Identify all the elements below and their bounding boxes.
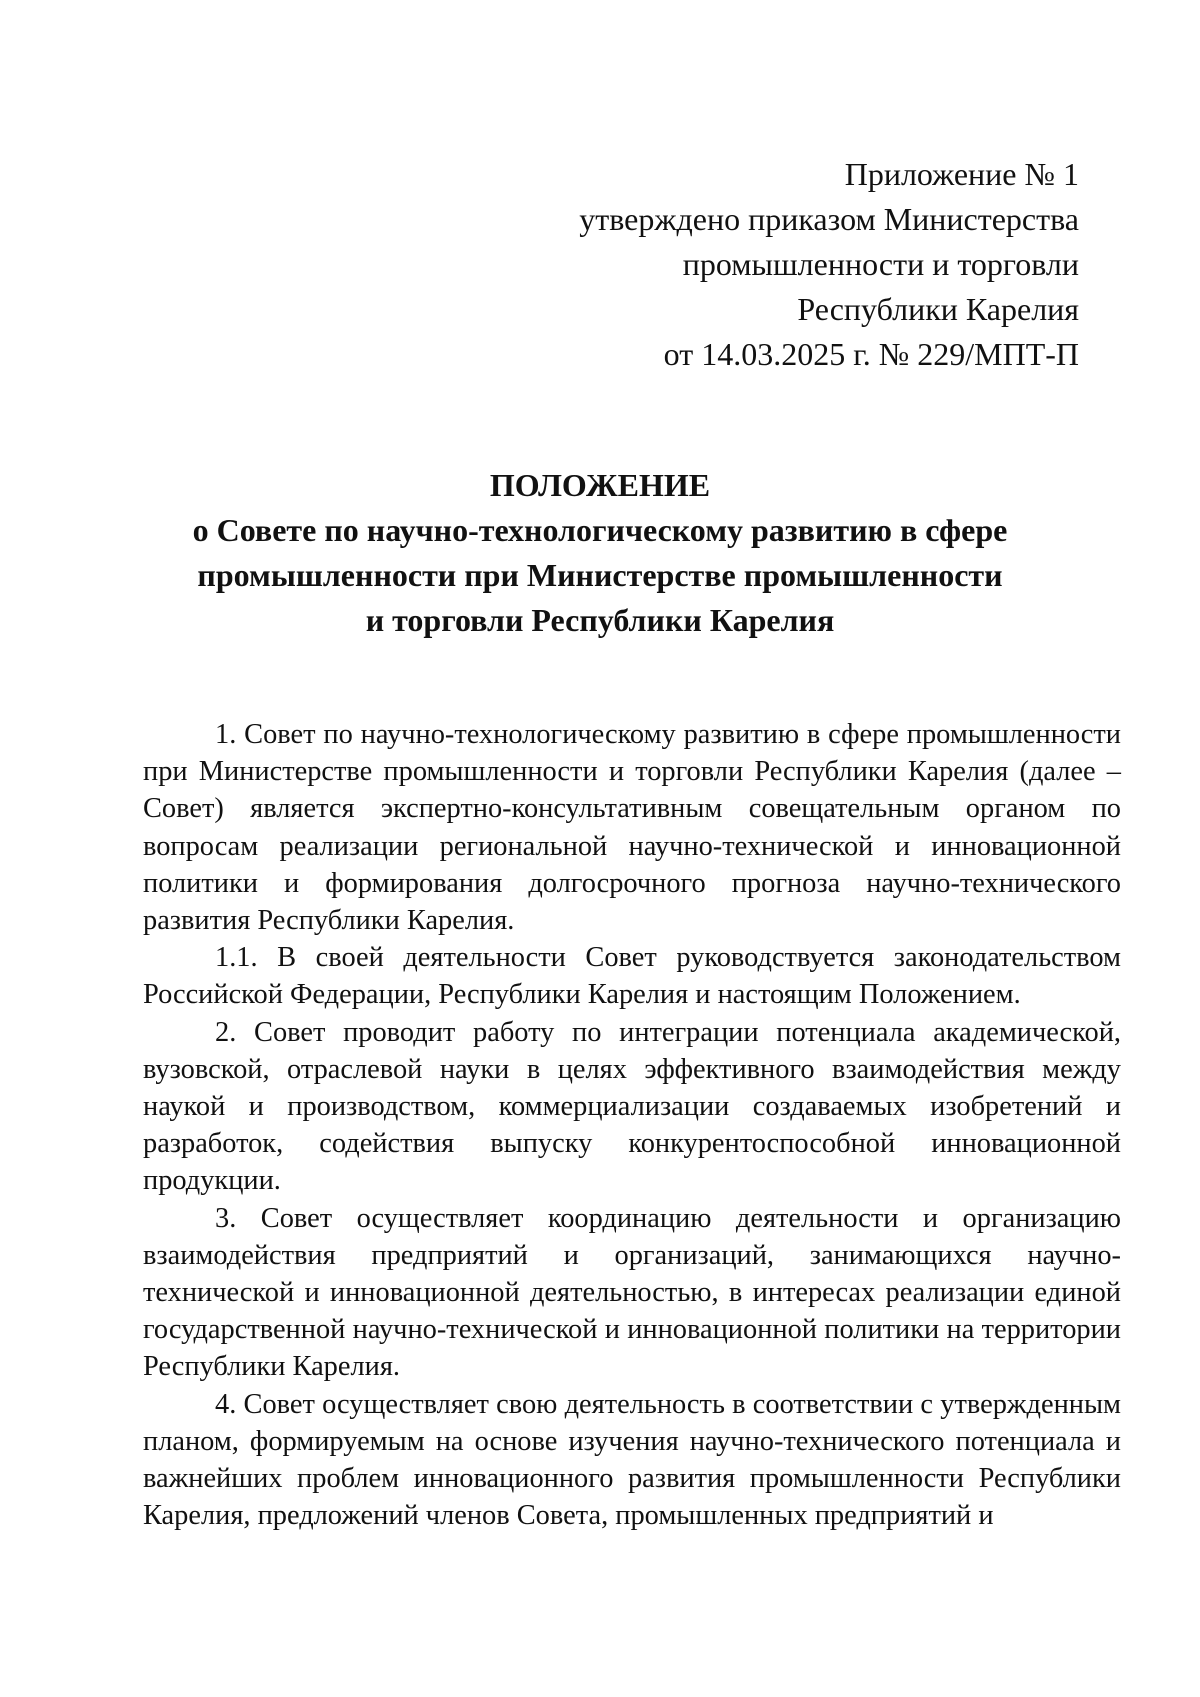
annex-line: от 14.03.2025 г. № 229/МПТ-П <box>663 336 1079 372</box>
paragraph-3: 3. Совет осуществляет координацию деятельности и организацию взаимодействия предприятий и организаций, занимающихся научно-технической и инновационной деятельностью, в интересах реализации единой государственной научно-технической и инновационной политики на территории Республики Карелия. <box>143 1202 1121 1383</box>
annex-line: Республики Карелия <box>797 291 1079 327</box>
document-heading <box>140 463 1060 643</box>
document-subtitle-line: и торговли Республики Карелия <box>365 602 835 638</box>
document-subtitle-line: промышленности при Министерстве промышленности <box>197 557 1003 593</box>
document-body <box>143 716 1121 1534</box>
annex-approval-block <box>439 152 1079 377</box>
document-subtitle-line: о Совете по научно-технологическому развитию в сфере <box>192 512 1008 548</box>
paragraph-1-1: 1.1. В своей деятельности Совет руководствуется законодательством Российской Федерации, Республики Карелия и настоящим Положением. <box>143 942 1121 1011</box>
annex-line: утверждено приказом Министерства <box>579 201 1079 237</box>
annex-line: Приложение № 1 <box>844 156 1079 192</box>
paragraph-4: 4. Совет осуществляет свою деятельность в соответствии с утвержденным планом, формируемым на основе изучения научно-технического потенциала и важнейших проблем инновационного развития промышленности Республики Карелия, предложений членов Совета, промышленных предприятий и <box>143 1388 1121 1532</box>
annex-line: промышленности и торговли <box>682 246 1079 282</box>
paragraph-1: 1. Совет по научно-технологическому развитию в сфере промышленности при Министерстве промышленности и торговли Республики Карелия (далее – Совет) является экспертно-консультативным совещательным органом по вопросам реализации региональной научно-технической и инновационной политики и формирования долгосрочного прогноза научно-технического развития Республики Карелия. <box>143 719 1121 937</box>
paragraph-2: 2. Совет проводит работу по интеграции потенциала академической, вузовской, отраслевой науки в целях эффективного взаимодействия между наукой и производством, коммерциализации создаваемых изобретений и разработок, содействия выпуску конкурентоспособной инновационной продукции. <box>143 1016 1121 1197</box>
document-title: ПОЛОЖЕНИЕ <box>489 467 711 503</box>
